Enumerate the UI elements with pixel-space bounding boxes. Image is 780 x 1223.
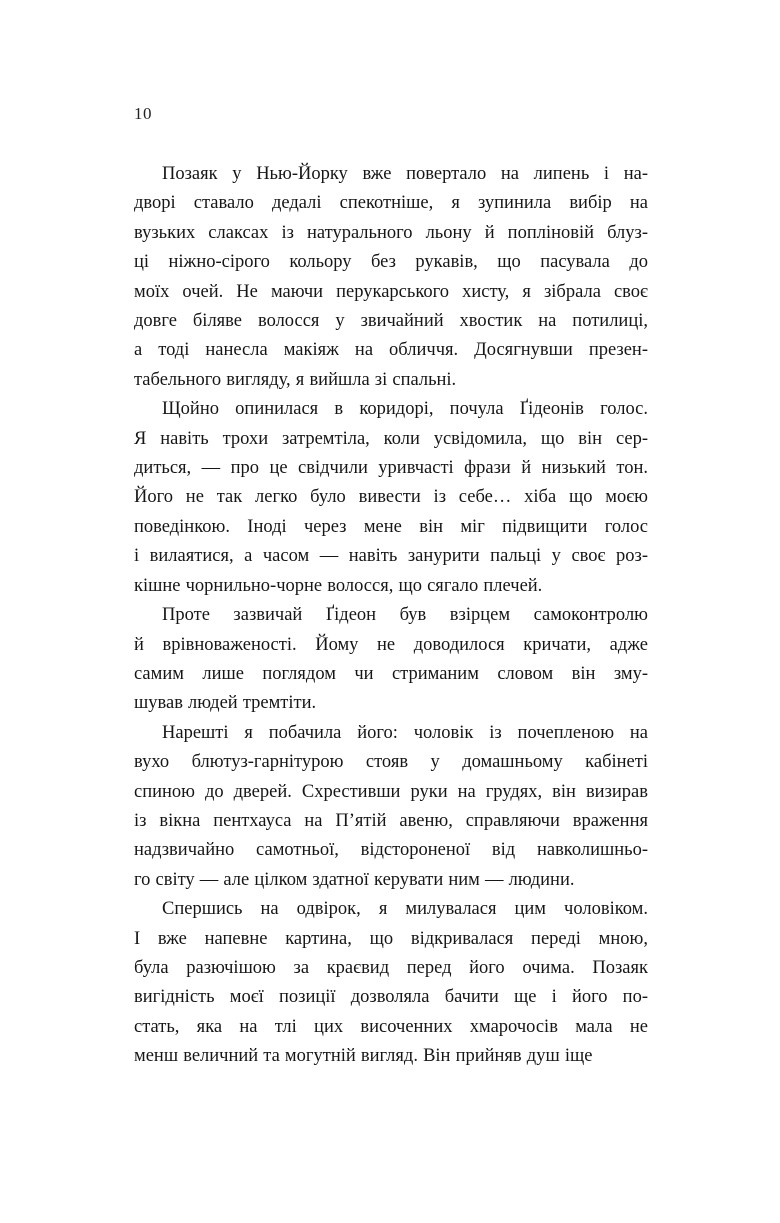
text-line: довге біляве волосся у звичайний хвостик на потилиці,	[134, 311, 648, 332]
text-line: диться, — про це свідчили уривчасті фрази й низький тон.	[134, 458, 648, 479]
text-line: Проте зазвичай Ґідеон був взірцем самоконтролю	[162, 605, 648, 626]
text-line: і вилаятися, а часом — навіть занурити пальці у своє роз-	[134, 546, 648, 567]
text-block	[134, 160, 648, 1072]
text-line: надзвичайно самотньої, відстороненої від навколишньо-	[134, 840, 648, 861]
paragraph	[134, 160, 648, 395]
text-line: ці ніжно-сірого кольору без рукавів, що пасувала до	[134, 252, 648, 273]
text-line: дворі ставало дедалі спекотніше, я зупинила вибір на	[134, 193, 648, 214]
text-line: самим лише поглядом чи стриманим словом він зму-	[134, 663, 648, 684]
text-line: менш величний та могутній вигляд. Він прийняв душ іще	[134, 1046, 593, 1067]
paragraph	[134, 895, 648, 1071]
paragraph	[134, 719, 648, 895]
text-line: стать, яка на тлі цих височенних хмарочосів мала не	[134, 1016, 648, 1037]
page-number: 10	[134, 104, 152, 123]
text-line: табельного вигляду, я вийшла зі спальні.	[134, 369, 457, 390]
text-line: Я навіть трохи затремтіла, коли усвідомила, що він сер-	[134, 428, 648, 449]
text-line: спиною до дверей. Схрестивши руки на грудях, він визирав	[134, 781, 648, 802]
text-line: поведінкою. Іноді через мене він міг підвищити голос	[134, 516, 648, 537]
text-line: моїх очей. Не маючи перукарського хисту, я зібрала своє	[134, 281, 648, 302]
text-line: й врівноваженості. Йому не доводилося кричати, адже	[134, 634, 648, 655]
text-line: І вже напевне картина, що відкривалася переді мною,	[134, 928, 648, 949]
text-line: вухо блютуз-гарнітурою стояв у домашньому кабінеті	[134, 752, 648, 773]
paragraph	[134, 601, 648, 719]
text-line: Позаяк у Нью-Йорку вже повертало на липень і на-	[162, 164, 648, 184]
text-line: Щойно опинилася в коридорі, почула Ґідеонів голос.	[162, 399, 648, 420]
text-line: кішне чорнильно-чорне волосся, що сягало плечей.	[134, 575, 543, 596]
text-line: Спершись на одвірок, я милувалася цим чоловіком.	[162, 899, 648, 920]
text-line: Його не так легко було вивести із себе… хіба що моєю	[134, 487, 648, 508]
text-line: а тоді нанесла макіяж на обличчя. Досягнувши презен-	[134, 340, 648, 361]
text-line: була разючішою за краєвид перед його очима. Позаяк	[134, 957, 648, 978]
text-line: Нарешті я побачила його: чоловік із почепленою на	[162, 722, 648, 743]
text-line: го світу — але цілком здатної керувати ним — людини.	[134, 869, 575, 890]
text-line: вигідність моєї позиції дозволяла бачити ще і його по-	[134, 987, 648, 1008]
text-line: вузьких слаксах із натурального льону й попліновій блуз-	[134, 222, 648, 243]
paragraph	[134, 395, 648, 601]
text-line: шував людей тремтіти.	[134, 693, 317, 714]
text-line: із вікна пентхауса на П’ятій авеню, справляючи враження	[134, 810, 648, 831]
